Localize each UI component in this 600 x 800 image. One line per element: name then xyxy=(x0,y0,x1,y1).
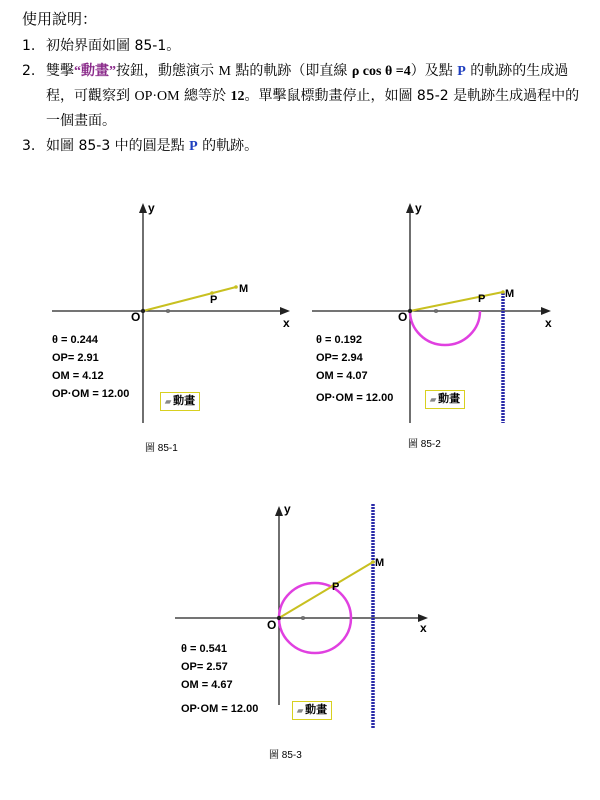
product-term: OP·OM xyxy=(134,89,180,104)
theta-readout: θ = 0.192 xyxy=(316,334,363,346)
text-run: 。單擊鼠標動畫停止，如圖 85-2 是軌跡生成過程中的一個畫面。 xyxy=(46,88,580,129)
point-m-label: M xyxy=(239,283,249,295)
item-text xyxy=(46,59,582,134)
text-run: 按鈕，動態演示 xyxy=(116,63,219,79)
figure-85-2 xyxy=(308,195,593,460)
origin-point xyxy=(141,309,145,313)
button-glyph-icon: ▰ xyxy=(165,397,172,406)
point-p-label: P xyxy=(332,581,340,593)
text-run: 總等於 xyxy=(179,88,231,104)
point-m xyxy=(234,285,238,289)
list-item xyxy=(22,34,582,59)
animate-button[interactable] xyxy=(292,701,332,720)
y-axis-arrow-icon xyxy=(275,506,283,516)
y-axis-label: y xyxy=(415,201,422,215)
instruction-list xyxy=(22,34,582,159)
item-number: 3. xyxy=(22,138,36,154)
x-axis-label: x xyxy=(545,316,552,330)
product-readout: OP·OM = 12.00 xyxy=(181,703,259,715)
y-axis-arrow-icon xyxy=(139,203,147,213)
item-number: 2. xyxy=(22,63,36,79)
item-number: 1. xyxy=(22,38,36,54)
text-run: 如圖 85-3 中的圓是點 xyxy=(46,138,190,154)
op-readout: OP= 2.91 xyxy=(52,352,99,364)
figure-plot xyxy=(40,195,300,460)
om-readout: OM = 4.12 xyxy=(52,370,104,382)
op-readout: OP= 2.94 xyxy=(316,352,363,364)
animate-button[interactable] xyxy=(425,390,465,409)
animate-button-label: 動畫 xyxy=(305,704,328,716)
constant-term: 12 xyxy=(230,89,245,104)
x-axis-label: x xyxy=(420,621,427,635)
x-axis-arrow-icon xyxy=(541,307,551,315)
segment-om xyxy=(410,292,503,311)
text-run: 的軌跡的生成過程，可觀察到 xyxy=(46,63,569,104)
origin-point xyxy=(277,616,281,620)
button-glyph-icon: ▰ xyxy=(297,706,304,715)
figure-85-1 xyxy=(40,195,300,460)
origin-label: O xyxy=(267,618,277,632)
text-run: 初始界面如圖 85-1。 xyxy=(46,38,181,54)
animate-button-label: 動畫 xyxy=(438,393,461,405)
origin-label: O xyxy=(398,310,408,324)
text-run: ）及點 xyxy=(410,63,458,79)
readout-panel xyxy=(316,331,393,407)
item-text xyxy=(46,134,582,159)
list-item xyxy=(22,59,582,134)
point-p-term: P xyxy=(457,64,466,79)
readout-panel xyxy=(52,331,129,403)
figure-caption: 圖 85-2 xyxy=(408,439,441,450)
button-glyph-icon: ▰ xyxy=(430,395,437,404)
figure-caption: 圖 85-3 xyxy=(269,750,302,761)
theta-readout: θ = 0.541 xyxy=(181,643,228,655)
text-run: 雙擊 xyxy=(46,63,74,79)
x-axis-label: x xyxy=(283,316,290,330)
readout-panel xyxy=(181,640,258,718)
point-m-label: M xyxy=(375,557,385,569)
op-readout: OP= 2.57 xyxy=(181,661,228,673)
animate-button-label: 動畫 xyxy=(173,395,196,407)
product-readout: OP·OM = 12.00 xyxy=(52,388,130,400)
x-axis-arrow-icon xyxy=(280,307,290,315)
point-p-label: P xyxy=(478,293,486,305)
line-equation: ρ cos θ =4 xyxy=(351,64,411,79)
heading: 使用說明： xyxy=(22,10,98,28)
origin-point xyxy=(408,309,412,313)
figure-85-3 xyxy=(165,500,445,765)
animate-term: “動畫” xyxy=(74,64,116,79)
p-locus-partial xyxy=(410,311,480,345)
item-text xyxy=(46,34,582,59)
point-m-label: M xyxy=(505,288,515,300)
text-run: 的軌跡。 xyxy=(197,138,259,154)
point-p-term: P xyxy=(189,139,198,154)
om-readout: OM = 4.67 xyxy=(181,679,233,691)
list-item xyxy=(22,134,582,159)
figure-plot xyxy=(165,500,445,765)
theta-readout: θ = 0.244 xyxy=(52,334,99,346)
segment-om xyxy=(143,287,236,311)
figure-caption: 圖 85-1 xyxy=(145,443,178,454)
text-run: 點的軌跡（即直線 xyxy=(230,63,352,79)
y-axis-label: y xyxy=(148,201,155,215)
origin-label: O xyxy=(131,310,141,324)
y-axis-label: y xyxy=(284,502,291,516)
y-axis-arrow-icon xyxy=(406,203,414,213)
point-m-term: M xyxy=(218,64,231,79)
product-readout: OP·OM = 12.00 xyxy=(316,392,394,404)
om-readout: OM = 4.07 xyxy=(316,370,368,382)
point-p-label: P xyxy=(210,294,218,306)
animate-button[interactable] xyxy=(160,392,200,411)
